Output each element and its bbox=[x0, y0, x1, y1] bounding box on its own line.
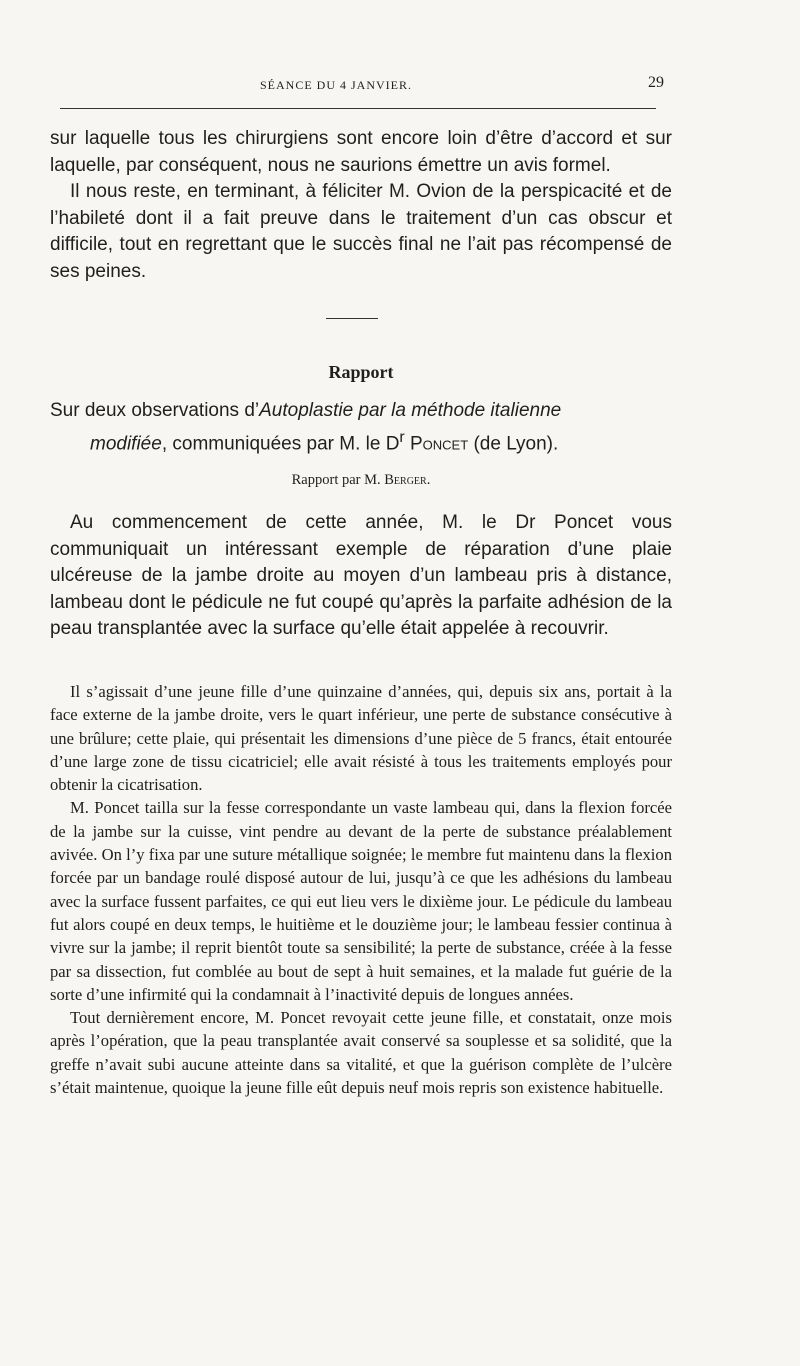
subject-name: Poncet bbox=[409, 432, 469, 454]
header-rule bbox=[60, 108, 656, 109]
section-divider bbox=[326, 318, 378, 319]
body-paragraph-2: Il s’agissait d’une jeune fille d’une quinzaine d’années, qui, depuis six ans, portait à la face externe de la jambe droite, vers le quart inférieur, une perte de substance consécutive à une brûlure; cette plaie, qui présentait les dimensions d’une pièce de 5 francs, était entourée d’une large zone de tissu cicatriciel; elle avait résisté à tous les traitements employés pour obtenir la cicatrisation. bbox=[50, 682, 672, 795]
body-paragraph-1: Au commencement de cette année, M. le Dr Poncet vous communiquait un intéressant exemple de réparation d’une plaie ulcéreuse de la jambe droite au moyen d’un lambeau pris à distance, lambeau dont le pédicule ne fut coupé qu’après la parfaite adhésion de la peau transplantée avec la surface qu’elle était appelée à recouvrir. bbox=[50, 512, 672, 639]
body-paragraph-4: Tout dernièrement encore, M. Poncet revoyait cette jeune fille, et constatait, onze mois après l’opération, que la peau transplantée avait conservé sa souplesse et sa solidité, que la greffe n’avait subi aucune atteinte dans sa vitalité, et que la guérison complète de l’ulcère s’était maintenue, quoique la jeune fille eût depuis neuf mois repris son existence habituelle. bbox=[50, 1008, 672, 1098]
intro-paragraph-2: Il nous reste, en terminant, à féliciter M. Ovion de la perspicacité et de l’habileté dont il a fait preuve dans le traitement d’un cas obscur et difficile, tout en regrettant que le succès final ne l’ait pas récompensé de ses peines. bbox=[50, 181, 672, 282]
subject-sup: r bbox=[399, 428, 405, 446]
intro-block bbox=[50, 126, 672, 285]
byline-prefix: Rapport par M. bbox=[291, 472, 385, 488]
subject-prefix: Sur deux observations d’ bbox=[50, 400, 260, 421]
report-subject-line-2 bbox=[50, 425, 672, 458]
report-subject-line-1 bbox=[50, 398, 672, 425]
section-heading: Rapport bbox=[328, 362, 394, 382]
page-header bbox=[50, 76, 672, 100]
subject-suffix: , communiquées par M. le D bbox=[161, 432, 400, 454]
body-large-block bbox=[50, 510, 672, 643]
page-number: 29 bbox=[648, 74, 664, 91]
body-paragraph-3: M. Poncet tailla sur la fesse correspondante un vaste lambeau qui, dans la flexion forcée de la jambe sur la cuisse, vint pendre au devant de la perte de substance préalablement avivée. On l’y fixa par une suture métallique soignée; le membre fut maintenu dans la flexion forcée par un bandage roulé disposé autour de lui, jusqu’à ce que les adhésions du lambeau avec la surface fussent parfaites, ce qui eut lieu vers le dixième jour. Le pédicule du lambeau fut alors coupé en deux temps, le huitième et le douzième jour; le lambeau fessier continua à vivre sur la jambe; il reprit bientôt toute sa sensibilité; la perte de substance, créée à la fesse par sa dissection, fut comblée au bout de sept à huit semaines, et la malade fut guérie de la sorte d’une infirmité qui la condamnait à l’inactivité depuis de longues années. bbox=[50, 798, 672, 1004]
subject-italic-1: Autoplastie par la méthode italienne bbox=[259, 400, 562, 421]
report-byline bbox=[50, 472, 672, 489]
subject-place: (de Lyon). bbox=[468, 432, 559, 454]
body-small-block bbox=[50, 680, 672, 1099]
intro-paragraph-1: sur laquelle tous les chirurgiens sont encore loin d’être d’accord et sur laquelle, par conséquent, nous ne saurions émettre un avis formel. bbox=[50, 128, 672, 176]
subject-italic-2: modifiée bbox=[90, 432, 162, 454]
report-subject bbox=[50, 398, 672, 457]
byline-name: Berger. bbox=[384, 472, 431, 488]
running-head: SÉANCE DU 4 JANVIER. bbox=[260, 78, 412, 92]
